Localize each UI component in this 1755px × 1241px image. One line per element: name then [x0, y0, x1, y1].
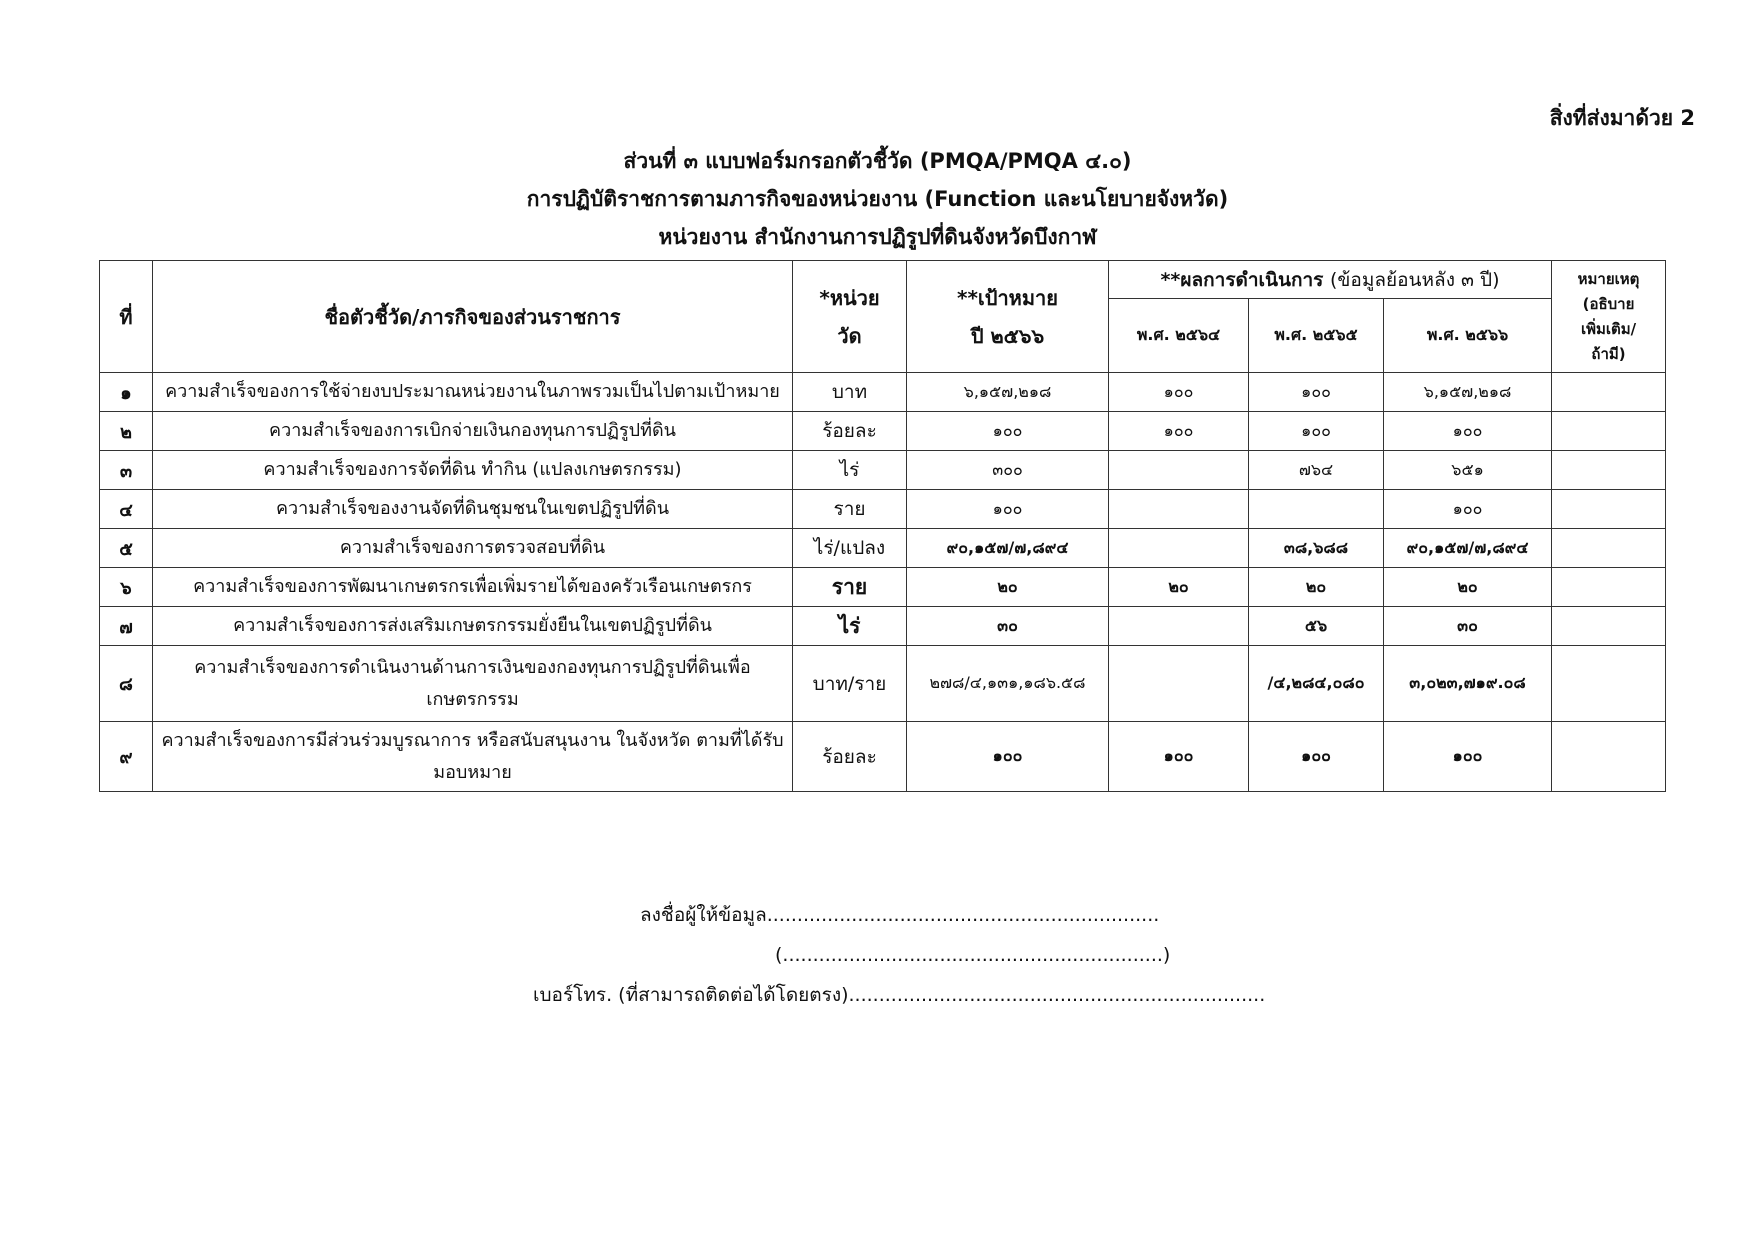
row-result-2565: /๔,๒๘๔,๐๘๐ [1249, 646, 1384, 722]
row-note [1552, 490, 1666, 529]
row-result-2564 [1109, 607, 1249, 646]
header-no: ที่ [100, 261, 153, 373]
row-unit: บาท/ราย [793, 646, 907, 722]
table-row [100, 373, 1666, 412]
row-result-2566: ๖๕๑ [1384, 451, 1552, 490]
row-result-2564: ๒๐ [1109, 568, 1249, 607]
row-result-2566: ๑๐๐ [1384, 722, 1552, 792]
row-note [1552, 607, 1666, 646]
row-unit: ราย [793, 490, 907, 529]
table-row [100, 451, 1666, 490]
row-note [1552, 529, 1666, 568]
row-note [1552, 373, 1666, 412]
header-note-line4: ถ้ามี) [1591, 344, 1626, 363]
row-result-2564 [1109, 529, 1249, 568]
row-result-2564 [1109, 451, 1249, 490]
header-note-line1: หมายเหตุ [1577, 269, 1640, 288]
row-indicator-name: ความสำเร็จของการส่งเสริมเกษตรกรรมยั่งยืนในเขตปฏิรูปที่ดิน [153, 607, 793, 646]
attachment-note: สิ่งที่ส่งมาด้วย 2 [1549, 106, 1695, 130]
row-indicator-name: ความสำเร็จของการตรวจสอบที่ดิน [153, 529, 793, 568]
row-result-2565: ๕๖ [1249, 607, 1384, 646]
row-result-2566: ๙๐,๑๕๗/๗,๘๙๔ [1384, 529, 1552, 568]
row-result-2564 [1109, 646, 1249, 722]
row-no: ๗ [100, 607, 153, 646]
header-year-2565: พ.ศ. ๒๕๖๕ [1249, 299, 1384, 373]
row-result-2565 [1249, 490, 1384, 529]
row-indicator-name: ความสำเร็จของการมีส่วนร่วมบูรณาการ หรือสนับสนุนงาน ในจังหวัด ตามที่ได้รับมอบหมาย [153, 722, 793, 792]
row-indicator-name: ความสำเร็จของงานจัดที่ดินชุมชนในเขตปฏิรูปที่ดิน [153, 490, 793, 529]
row-unit: ร้อยละ [793, 722, 907, 792]
signature-line: ลงชื่อผู้ให้ข้อมูล................................................................. [640, 904, 1160, 926]
header-unit-line2: วัด [837, 323, 862, 348]
title-agency: หน่วยงาน สำนักงานการปฏิรูปที่ดินจังหวัดบึงกาฬ [658, 225, 1097, 249]
table-row [100, 607, 1666, 646]
row-result-2566: ๓๐ [1384, 607, 1552, 646]
row-target: ๓๐ [907, 607, 1109, 646]
row-unit: บาท [793, 373, 907, 412]
row-result-2566: ๑๐๐ [1384, 412, 1552, 451]
signature-name-parentheses: (...............................................................) [775, 944, 1171, 966]
row-indicator-name: ความสำเร็จของการเบิกจ่ายเงินกองทุนการปฏิรูปที่ดิน [153, 412, 793, 451]
row-result-2565: ๑๐๐ [1249, 412, 1384, 451]
row-unit: ร้อยละ [793, 412, 907, 451]
header-note-line2: (อธิบาย [1582, 294, 1635, 313]
row-no: ๘ [100, 646, 153, 722]
row-target: ๒๐ [907, 568, 1109, 607]
header-year-2566: พ.ศ. ๒๕๖๖ [1384, 299, 1552, 373]
row-indicator-name: ความสำเร็จของการจัดที่ดิน ทำกิน (แปลงเกษตรกรรม) [153, 451, 793, 490]
table-row [100, 568, 1666, 607]
row-no: ๖ [100, 568, 153, 607]
row-result-2566: ๖,๑๕๗,๒๑๘ [1384, 373, 1552, 412]
row-result-2565: ๓๘,๖๘๘ [1249, 529, 1384, 568]
row-result-2564: ๑๐๐ [1109, 722, 1249, 792]
header-note [1552, 261, 1666, 373]
row-indicator-name: ความสำเร็จของการดำเนินงานด้านการเงินของกองทุนการปฏิรูปที่ดินเพื่อเกษตรกรรม [153, 646, 793, 722]
table-row [100, 722, 1666, 792]
header-results-paren: (ข้อมูลย้อนหลัง ๓ ปี) [1330, 268, 1500, 291]
header-indicator-name: ชื่อตัวชี้วัด/ภารกิจของส่วนราชการ [153, 261, 793, 373]
row-result-2566: ๑๐๐ [1384, 490, 1552, 529]
phone-line: เบอร์โทร. (ที่สามารถติดต่อได้โดยตรง)..................................................................... [533, 984, 1266, 1006]
row-result-2566: ๓,๐๒๓,๗๑๙.๐๘ [1384, 646, 1552, 722]
row-no: ๔ [100, 490, 153, 529]
row-result-2565: ๗๖๔ [1249, 451, 1384, 490]
row-note [1552, 412, 1666, 451]
header-results-main: **ผลการดำเนินการ [1160, 268, 1324, 291]
row-note [1552, 646, 1666, 722]
header-target-line1: **เป้าหมาย [957, 285, 1058, 310]
signature-block [0, 895, 1755, 1015]
header-target-line2: ปี ๒๕๖๖ [970, 323, 1045, 348]
row-target: ๑๐๐ [907, 490, 1109, 529]
header-results [1109, 261, 1552, 299]
row-unit: ไร่ [793, 451, 907, 490]
table-row [100, 646, 1666, 722]
row-target: ๑๐๐ [907, 722, 1109, 792]
row-unit: ราย [793, 568, 907, 607]
header-year-2564: พ.ศ. ๒๕๖๔ [1109, 299, 1249, 373]
title-section: ส่วนที่ ๓ แบบฟอร์มกรอกตัวชี้วัด (PMQA/PMQA ๔.๐) [623, 149, 1132, 173]
row-target: ๑๐๐ [907, 412, 1109, 451]
row-unit: ไร่/แปลง [793, 529, 907, 568]
row-unit: ไร่ [793, 607, 907, 646]
row-target: ๙๐,๑๕๗/๗,๘๙๔ [907, 529, 1109, 568]
row-result-2565: ๒๐ [1249, 568, 1384, 607]
document-titles [0, 142, 1755, 256]
row-indicator-name: ความสำเร็จของการใช้จ่ายงบประมาณหน่วยงานในภาพรวมเป็นไปตามเป้าหมาย [153, 373, 793, 412]
table-row [100, 529, 1666, 568]
row-no: ๙ [100, 722, 153, 792]
table-row [100, 412, 1666, 451]
row-no: ๓ [100, 451, 153, 490]
indicator-table [99, 260, 1666, 792]
row-result-2564: ๑๐๐ [1109, 412, 1249, 451]
row-target: ๒๗๘/๔,๑๓๑,๑๘๖.๕๘ [907, 646, 1109, 722]
header-unit-line1: *หน่วย [819, 285, 880, 310]
row-no: ๕ [100, 529, 153, 568]
row-note [1552, 451, 1666, 490]
row-no: ๑ [100, 373, 153, 412]
row-no: ๒ [100, 412, 153, 451]
row-indicator-name: ความสำเร็จของการพัฒนาเกษตรกรเพื่อเพิ่มรายได้ของครัวเรือนเกษตรกร [153, 568, 793, 607]
row-result-2564 [1109, 490, 1249, 529]
header-unit [793, 261, 907, 373]
row-target: ๓๐๐ [907, 451, 1109, 490]
row-note [1552, 568, 1666, 607]
header-note-line3: เพิ่มเติม/ [1580, 319, 1637, 338]
table-row [100, 490, 1666, 529]
header-target [907, 261, 1109, 373]
row-target: ๖,๑๕๗,๒๑๘ [907, 373, 1109, 412]
row-result-2566: ๒๐ [1384, 568, 1552, 607]
row-result-2565: ๑๐๐ [1249, 373, 1384, 412]
title-function: การปฏิบัติราชการตามภารกิจของหน่วยงาน (Function และนโยบายจังหวัด) [526, 187, 1229, 211]
row-result-2565: ๑๐๐ [1249, 722, 1384, 792]
row-note [1552, 722, 1666, 792]
row-result-2564: ๑๐๐ [1109, 373, 1249, 412]
